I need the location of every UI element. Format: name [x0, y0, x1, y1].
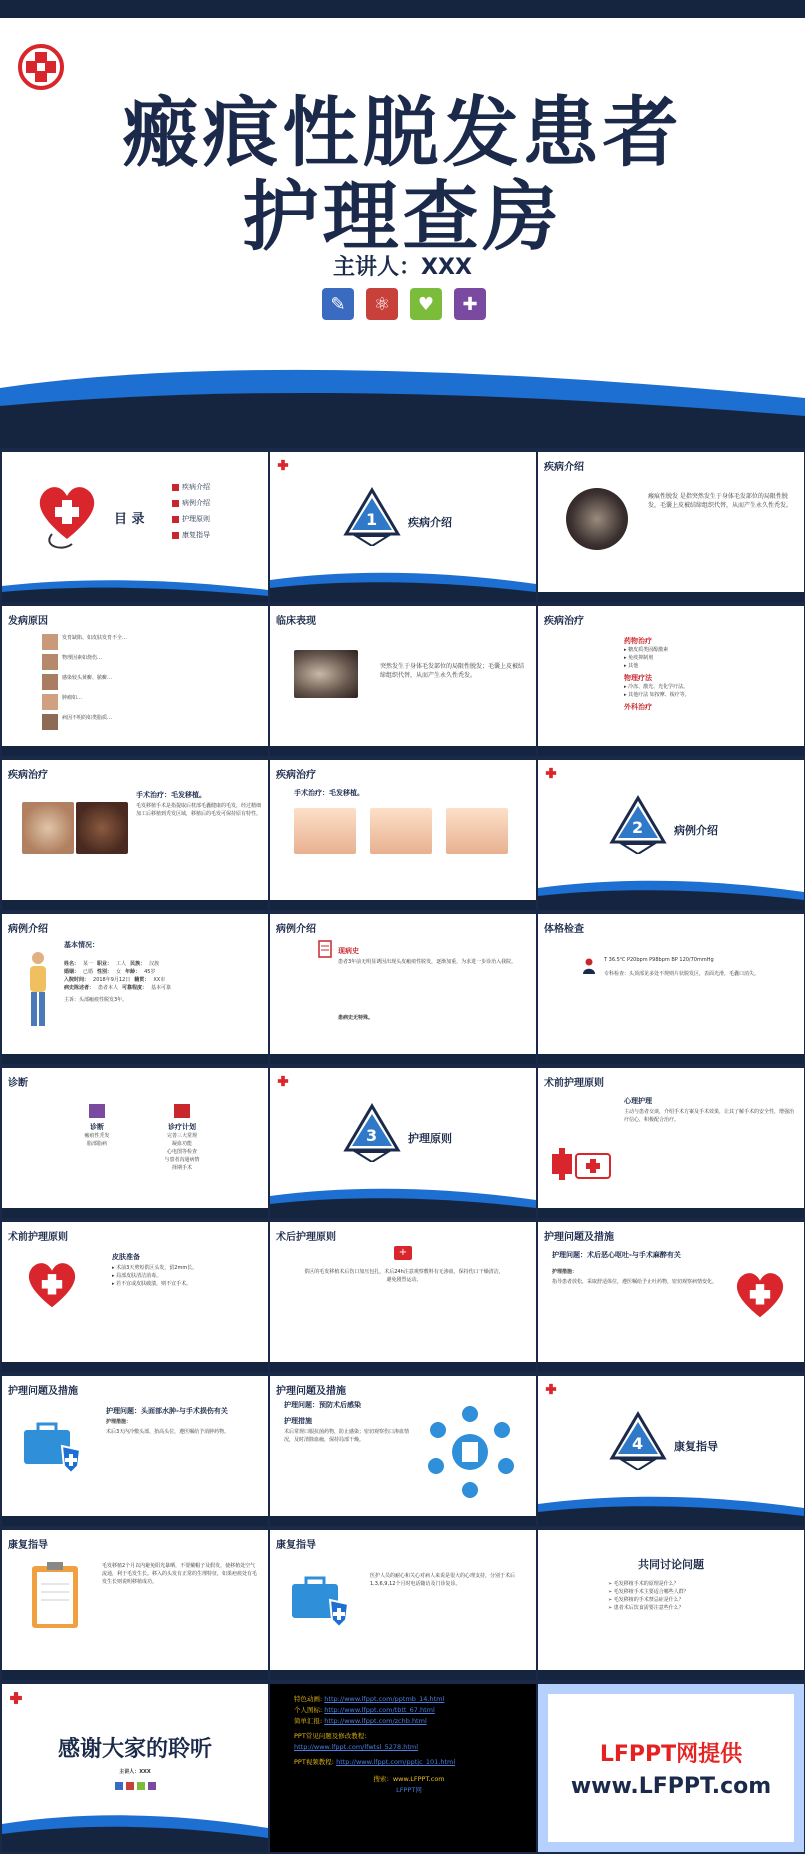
slide-heading: 护理问题及措施 [8, 1386, 78, 1397]
case-cell: 已婚 [83, 969, 94, 975]
exam-text: 专科检查：头顶部见多处不规则片状脱发区，表面光滑，毛囊口消失。 [604, 971, 760, 977]
case-subtitle: 基本情况： [64, 941, 99, 949]
slide-heading: 临床表现 [276, 616, 316, 627]
discussion-list: ➢ 毛发移植手术的原理是什么？ ➢ 毛发移植手术主要适合哪些人群？ ➢ 毛发移植的手术禁忌症是什么？ ➢ 患者术后饮食需要注意些什么？ [608, 1581, 689, 1611]
scalp-photo [294, 650, 358, 698]
title-line-2: 护理查房 [242, 172, 563, 261]
slide-clinical[interactable] [270, 606, 536, 756]
slide-heading: 疾病治疗 [276, 770, 316, 781]
document-icon [318, 940, 332, 958]
slide-footer-bar [2, 1516, 268, 1526]
diagram-3 [446, 808, 508, 854]
slide-postop[interactable] [270, 1222, 536, 1372]
case-cell: 婚姻： [64, 969, 80, 975]
case-cell: 年龄： [125, 969, 141, 975]
postop-text: 供区的毛发移植术后伤口加压包扎，术后24h注意观察敷料有无渗血，保持伤口干燥清洁，避免剧烈运动。 [304, 1269, 504, 1283]
column-title: 诊断 [90, 1123, 104, 1131]
speaker: 主讲人：XXX [333, 255, 472, 280]
slide-wave [2, 572, 268, 602]
rehab-text: 毛发移植2个月以内避免阳光暴晒，不要戴帽子及假发，使移植处空气流通，利于毛发生长。移入的头发有正常的生理特征，如果疤痕处有毛发生长则说明移植成功。 [102, 1563, 258, 1585]
slide-wave [2, 1802, 268, 1852]
slide-rehab-1[interactable] [2, 1530, 268, 1680]
medical-kit-icon: ✚ [454, 288, 486, 320]
rehab-text: 医护人员的耐心和关心对病人来说是很大的心理支持，分别于术后1,3,6,9,12个月时电话随访及门诊复诊。 [370, 1573, 516, 1587]
slide-heading: 康复指导 [8, 1540, 48, 1551]
slide-heading: 术前护理原则 [544, 1078, 604, 1089]
cause-list [42, 634, 262, 730]
group-title: 物理疗法 [624, 674, 652, 682]
slide-heading: 疾病治疗 [544, 616, 584, 627]
problem: 护理问题：术后恶心呕吐-与手术麻醉有关 [552, 1251, 681, 1259]
thanks-title: 感谢大家的聆听 [57, 1737, 212, 1762]
pen-icon [115, 1782, 123, 1790]
first-aid-kit-icon [550, 1146, 612, 1182]
intro-text: 瘢痕性脱发 是指突然发生于身体毛发部位的局限性脱发，毛囊上皮被结缔组织代替，从而产生永久性秃发。 [648, 493, 793, 509]
section-number: 4 [632, 1434, 644, 1453]
slide-problem-1[interactable] [538, 1222, 804, 1372]
heart-pulse-icon: ♥ [410, 288, 442, 320]
case-cell: 女 [116, 969, 122, 975]
slide-cause[interactable] [2, 606, 268, 756]
slide-problem-2[interactable] [2, 1376, 268, 1526]
question-item: 毛发移植手术的原理是什么？ [613, 1581, 679, 1587]
clinical-text: 突然发生于身体毛发部位的局限性脱发；毛囊上皮被结缔组织代替，从而产生永久性秃发。 [380, 663, 525, 679]
slide-footer-bar [2, 900, 268, 910]
case-cell: 籍贯： [134, 977, 150, 983]
case-subtitle: 现病史 [338, 947, 359, 955]
before-photo [22, 802, 74, 854]
slide-wave [538, 870, 804, 910]
column-item: 完善三大常规 [166, 1133, 197, 1139]
question-item: 毛发移植的手术禁忌症是什么？ [613, 1597, 684, 1603]
slide-section-1[interactable] [270, 452, 536, 602]
slide-treatment-1[interactable] [538, 606, 804, 756]
medicine-icon [174, 1104, 190, 1118]
slide-footer-bar [270, 900, 536, 910]
subtitle: 心理护理 [624, 1097, 652, 1105]
slide-footer-bar [538, 1054, 804, 1064]
case-cell: XX市 [153, 977, 166, 983]
slide-section-3[interactable] [270, 1068, 536, 1218]
thanks-speaker: 主讲人：XXX [119, 1769, 151, 1775]
group-item: 冷冻、激光、光化学疗法。 [628, 684, 689, 690]
medical-case-shield-icon [290, 1574, 350, 1628]
slide-footer-bar [270, 1670, 536, 1680]
case-cell: 民族： [130, 961, 146, 967]
slide-footer-bar [270, 746, 536, 756]
problem-text: 指导患者放松，采取舒适体位，遵医嘱给予止吐药物，密切观察病情变化。 [552, 1279, 718, 1285]
section-number: 3 [366, 1126, 378, 1145]
link-label: PPT视频教程: [294, 1758, 334, 1766]
slide-thanks[interactable] [2, 1684, 268, 1852]
slide-footer-bar [538, 1208, 804, 1218]
section-number: 1 [366, 510, 378, 529]
lfppt-line-1: LFPPT网提供 [599, 1742, 743, 1767]
treatment-text: 毛发移植手术是指提取后枕部毛囊健康的毛发，经过精细加工后移植到秃发区域，移植后的毛发可保持原有特性。 [136, 803, 262, 817]
case-info-table [64, 960, 260, 1004]
case-cell: 病史陈述者： [64, 985, 95, 991]
slide-treatment-3[interactable] [270, 760, 536, 910]
slide-treatment-2[interactable] [2, 760, 268, 910]
link-url[interactable]: http://www.lfppt.com/pptjc_101.html [336, 1758, 456, 1766]
slide-footer-bar [538, 1670, 804, 1680]
case-cell: 汉族 [149, 961, 160, 967]
diagnosis-column [62, 1104, 132, 1148]
toc-item[interactable]: 护理原则 [182, 515, 210, 523]
toc-list [172, 482, 210, 540]
slide-heading: 术后护理原则 [276, 1232, 336, 1243]
link-label: 特色动画: [294, 1695, 323, 1703]
list-item: 若不宜或皮肤破溃，则不宜手术。 [116, 1281, 192, 1287]
column-item: 与患者沟通病情 [164, 1157, 200, 1163]
hero-icon-row [322, 288, 486, 320]
slide-heading: 病例介绍 [276, 924, 316, 935]
heart-stethoscope-icon [730, 1262, 790, 1330]
toc-item[interactable]: 康复指导 [182, 531, 210, 539]
medical-kit-icon [148, 1782, 156, 1790]
case-cell: 入院时间： [64, 977, 90, 983]
case-cell: 患者本人 [98, 985, 119, 991]
slide-heading: 护理问题及措施 [544, 1232, 614, 1243]
slide-heading: 护理问题及措施 [276, 1386, 346, 1397]
slide-footer-bar [270, 1516, 536, 1526]
hero-wave [0, 328, 805, 448]
column-title: 诊疗计划 [168, 1123, 196, 1131]
problem-text: 术后3天内冷敷头部，抬高头位，遵医嘱给予消肿药物。 [106, 1429, 230, 1435]
slide-footer-bar [2, 1362, 268, 1372]
title-slide[interactable] [0, 18, 805, 448]
links-list [294, 1694, 524, 1796]
slide-section-4[interactable] [538, 1376, 804, 1526]
lfppt-line-2[interactable]: www.LFPPT.com [570, 1774, 772, 1799]
plan-column [142, 1104, 222, 1172]
slide-heading: 康复指导 [276, 1540, 316, 1551]
slide-wave [270, 1178, 536, 1218]
section-title: 护理原则 [408, 1132, 452, 1145]
toc-item[interactable]: 病例介绍 [182, 499, 210, 507]
case-cell: 职业： [97, 961, 113, 967]
doctor-icon [582, 958, 596, 974]
slide-heading: 术前护理原则 [8, 1232, 68, 1243]
toc-title: 目 录 [114, 512, 145, 527]
thanks-icon-row [115, 1782, 156, 1790]
group-item: 其他疗法 如按摩、梳疗等。 [628, 692, 690, 698]
treatment-lead: 手术治疗：毛发移植。 [136, 791, 206, 799]
section-title: 疾病介绍 [408, 516, 452, 529]
slide-footer-bar [270, 1054, 536, 1064]
lfppt-card [548, 1694, 794, 1842]
case-cell: 可靠程度： [122, 985, 148, 991]
slide-footer-bar [270, 1362, 536, 1372]
problem-text: 术后常规口服抗菌药物，防止感染；密切观察伤口渗血情况，及时清除血痂，保持局部干燥。 [284, 1429, 410, 1443]
slide-footer-bar [2, 1670, 268, 1680]
list-item: 术前3天剪短供区头发，留2mm长。 [116, 1265, 198, 1271]
slide-footer-bar [2, 746, 268, 756]
medical-cross-logo-icon [8, 1690, 24, 1706]
pen-icon: ✎ [322, 288, 354, 320]
brand-text: LFPPT网 [396, 1786, 422, 1794]
link-label: 个人图标: [294, 1706, 323, 1714]
group-item: 糖皮质类固醇激素 [628, 647, 669, 653]
slide-footer-bar [2, 1054, 268, 1064]
section-title: 病例介绍 [674, 824, 718, 837]
section-number: 2 [632, 818, 644, 837]
slide-discussion[interactable] [538, 1530, 804, 1680]
toc-item[interactable]: 疾病介绍 [182, 483, 210, 491]
slide-exam[interactable] [538, 914, 804, 1064]
medical-kit-icon: + [394, 1246, 412, 1260]
slide-problem-3[interactable] [270, 1376, 536, 1526]
slide-case-2[interactable] [270, 914, 536, 1064]
slide-heading: 发病原因 [8, 616, 48, 627]
slide-diagnosis[interactable] [2, 1068, 268, 1218]
heart-stethoscope-icon [32, 474, 102, 554]
slide-footer-bar [2, 1208, 268, 1218]
scalp-photo [566, 488, 628, 550]
slide-preop-1[interactable] [538, 1068, 804, 1218]
case-cell: 2018年9月12日 [93, 977, 131, 983]
column-item: 瘢痕性秃发 [84, 1133, 110, 1139]
medical-cross-logo-icon [544, 766, 558, 780]
heart-pulse-icon [137, 1782, 145, 1790]
heart-stethoscope-icon [22, 1252, 82, 1320]
slide-rehab-2[interactable] [270, 1530, 536, 1680]
slide-wave [538, 1486, 804, 1526]
subtitle: 皮肤准备 [112, 1253, 140, 1261]
slide-heading: 体格检查 [544, 924, 584, 935]
group-title: 外科治疗 [624, 703, 652, 711]
medical-case-shield-icon [22, 1420, 82, 1474]
briefcase-icon [89, 1104, 105, 1118]
slide-disease-intro[interactable] [538, 452, 804, 602]
case-cell: 基本可靠 [151, 985, 172, 991]
after-photo [76, 802, 128, 854]
slide-wave [270, 562, 536, 602]
cause-item: 肿瘤如… [62, 695, 83, 701]
case-cell: 45岁 [144, 969, 156, 975]
problem: 护理问题：头面部水肿-与手术损伤有关 [106, 1407, 228, 1415]
top-bar [0, 0, 805, 18]
question-item: 毛发移植手术主要适合哪些人群？ [613, 1589, 689, 1595]
treatment-groups: 药物治疗 ▸ 糖皮质类固醇激素 ▸ 免疫抑制剂 ▸ 其他 物理疗法 ▸ 冷冻、激光、光化学疗法。 ▸ 其他疗法 如按摩、梳疗等。 外科治疗 [624, 636, 794, 712]
slide-footer-bar [538, 746, 804, 756]
clipboard-icon [30, 1560, 80, 1630]
treatment-lead: 手术治疗：毛发移植。 [294, 789, 364, 797]
slide-toc[interactable] [2, 452, 268, 602]
link-url[interactable]: http://www.lfppt.com/lfwtsl_5278.html [294, 1743, 419, 1751]
subtitle: 护理措施 [284, 1417, 312, 1425]
column-item: 心电图等检查 [166, 1149, 197, 1155]
vitals-text: T 36.5℃ P20bpm P98bpm BP 120/70mmHg [604, 957, 714, 963]
case-cell: 性别： [97, 969, 113, 975]
column-item: 脂部脂病 [86, 1141, 107, 1147]
link-label: PPT常见问题及修改教程: [294, 1732, 367, 1740]
problem: 护理问题：预防术后感染 [284, 1401, 361, 1409]
link-url[interactable]: http://www.lfppt.com/zchb.html [324, 1717, 427, 1725]
search-text[interactable]: 搜索：www.LFPPT.com [373, 1775, 445, 1783]
link-url[interactable]: http://www.lfppt.com/tbtt_67.html [324, 1706, 435, 1714]
patient-figure-icon [24, 950, 52, 1030]
medical-cross-logo-icon [276, 458, 290, 472]
discussion-title: 共同讨论问题 [638, 1558, 704, 1571]
link-url[interactable]: http://www.lfppt.com/pptmb_14.html [324, 1695, 445, 1703]
slide-links[interactable] [270, 1684, 536, 1852]
group-title: 药物治疗 [624, 637, 652, 645]
title-line-1: 瘢痕性脱发患者 [122, 88, 683, 177]
slide-case-1[interactable] [2, 914, 268, 1064]
diagram-1 [294, 808, 356, 854]
case-complaint: 主诉：头部瘢痕性脱发3年。 [64, 997, 128, 1003]
section-title: 康复指导 [674, 1440, 718, 1453]
group-item: 免疫抑制剂 [628, 655, 654, 661]
list-item: 局部皮肤清洁消毒。 [116, 1273, 162, 1279]
question-item: 患者术后饮食需要注意些什么？ [613, 1605, 684, 1611]
medical-cross-logo-icon [276, 1074, 290, 1088]
slide-lfppt-ad[interactable] [538, 1684, 804, 1852]
preop-text: 主动与患者交谈，介绍手术方案及手术效果，让其了解手术的安全性，增强治疗信心，积极配合治疗。 [624, 1109, 795, 1123]
column-item: 凝血功能 [171, 1141, 192, 1147]
slide-heading: 诊断 [8, 1078, 28, 1089]
case-note: 患病史无特殊。 [338, 1015, 374, 1021]
diagram-2 [370, 808, 432, 854]
atom-icon: ⚛ [366, 288, 398, 320]
case-cell: 工人 [116, 961, 127, 967]
column-item: 择期手术 [171, 1165, 192, 1171]
atom-icon [126, 1782, 134, 1790]
cause-item: 感染较头黄癣、脓癣… [62, 675, 113, 681]
subtitle: 护理措施： [106, 1419, 132, 1425]
preop-list: ▸ 术前3天剪短供区头发，留2mm长。 ▸ 局部皮肤清洁消毒。 ▸ 若不宜或皮肤破溃，则不宜手术。 [112, 1265, 198, 1287]
slide-footer-bar [538, 1362, 804, 1372]
subtitle: 护理措施： [552, 1269, 578, 1275]
slide-heading: 病例介绍 [8, 924, 48, 935]
slide-heading: 疾病治疗 [8, 770, 48, 781]
cause-item: 物理因素如烧伤… [62, 655, 103, 661]
case-cell: 某一 [83, 961, 94, 967]
case-text: 患者3年前无明显诱因出现头皮瘢痕性脱发，逐渐加重，为求进一步诊治入我院。 [338, 959, 517, 965]
case-cell: 姓名： [64, 961, 80, 967]
slide-heading: 疾病介绍 [544, 462, 584, 473]
group-item: 其他 [628, 663, 639, 669]
cause-item: 发育缺陷、如皮肤发育不全… [62, 635, 128, 641]
medical-icons-ring [420, 1402, 520, 1502]
slide-section-2[interactable] [538, 760, 804, 910]
medical-cross-logo-icon [544, 1382, 558, 1396]
slide-footer-bar [538, 592, 804, 602]
slide-preop-2[interactable] [2, 1222, 268, 1372]
cause-item: 病因不明的如类脂质… [62, 715, 113, 721]
link-label: 简单汇报: [294, 1717, 323, 1725]
